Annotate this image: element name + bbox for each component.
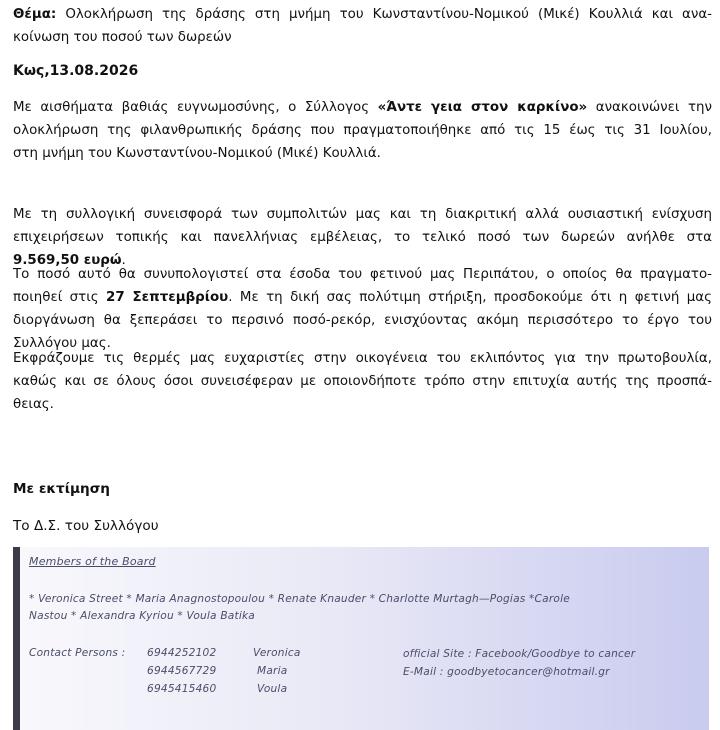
email-address: E-Mail : goodbyetocancer@hotmail.gr — [403, 666, 610, 678]
paragraph-4-line-3: θειας. — [13, 397, 54, 412]
paragraph-3-line-4: Συλλόγου μας. — [13, 336, 111, 351]
contact-phone: 6945415460 — [147, 683, 217, 695]
board-heading: Members of the Board — [29, 555, 156, 568]
subject-label: Θέμα: — [13, 7, 57, 22]
signature: Το Δ.Σ. του Συλλόγου — [13, 518, 159, 534]
subject-paragraph — [13, 3, 712, 49]
subject-line-2: κοίνωση του ποσού των δωρεών — [13, 30, 232, 45]
paragraph-1 — [13, 96, 712, 165]
contact-name: Veronica — [253, 647, 301, 659]
footer-accent-bar — [13, 547, 20, 730]
paragraph-2-end: . — [121, 253, 126, 268]
paragraph-1-text-a: Με αισθήματα βαθιάς ευγνωμοσύνης, ο Σύλλογος — [13, 100, 378, 115]
subject-line-1 — [13, 3, 712, 26]
date-line: Κως,13.08.2026 — [13, 63, 139, 79]
paragraph-4-line-1: Εκφράζουμε τις θερμές μας ευχαριστίες στην οικογένεια του εκλιπόντος για την πρωτοβουλία, — [13, 351, 712, 366]
contact-name: Maria — [257, 665, 288, 677]
paragraph-4 — [13, 347, 712, 416]
board-footer — [13, 547, 709, 730]
contact-name: Voula — [257, 683, 288, 695]
association-name: «Άντε γεια στον καρκίνο» — [377, 100, 588, 115]
walk-date: 27 Σεπτεμβρίου — [106, 290, 229, 305]
contact-phone: 6944252102 — [147, 647, 217, 659]
board-members-line-2: Nastou * Alexandra Kyriou * Voula Batika — [29, 610, 256, 622]
paragraph-2-line-2: επιχειρήσεων τοπικής και πανελλήνιας εμβέλειας, το τελικό ποσό των δωρεών ανήλθε στα — [13, 230, 712, 245]
board-members-line-1: * Veronica Street * Maria Anagnostopoulou * Renate Knauder * Charlotte Murtagh—Pogias *Carole — [29, 593, 570, 605]
contact-persons-label: Contact Persons : — [29, 647, 126, 659]
paragraph-3 — [13, 263, 712, 355]
paragraph-3-line-2 — [13, 286, 712, 309]
donation-amount: 9.569,50 ευρώ — [13, 253, 122, 268]
paragraph-3-text-b: . Με τη δική σας πολύτιμη στήριξη, προσδοκούμε ότι η φετινή μας — [228, 290, 712, 305]
contact-phone: 6944567729 — [147, 665, 217, 677]
paragraph-3-line-3: διοργάνωση θα ξεπεράσει το περσινό ποσό-ρεκόρ, ενισχύοντας ακόμη περισσότερο το έργο του — [13, 313, 712, 328]
subject-text: Ολοκλήρωση της δράσης στη μνήμη του Κωνσταντίνου-Νομικού (Μικέ) Κουλλιά και ανα- — [65, 7, 713, 22]
paragraph-1-line-3: στη μνήμη του Κωνσταντίνου-Νομικού (Μικέ) Κουλλιά. — [13, 146, 381, 161]
paragraph-3-line-1: Το ποσό αυτό θα συνυπολογιστεί στα έσοδα του φετινού μας Περιπάτου, ο οποίος θα πραγματο- — [13, 267, 712, 282]
paragraph-1-line-1 — [13, 96, 712, 119]
paragraph-4-line-2: καθώς και σε όλους όσοι συνεισέφεραν με οποιονδήποτε τρόπο στην επιτυχία αυτής της προσπά- — [13, 374, 712, 389]
paragraph-2 — [13, 203, 712, 272]
paragraph-1-line-2: ολοκλήρωση της φιλανθρωπικής δράσης που πραγματοποιήθηκε από τις 15 έως τις 31 Ιουλίου, — [13, 123, 712, 138]
official-site: official Site : Facebook/Goodbye to cancer — [403, 648, 636, 660]
paragraph-2-line-1: Με τη συλλογική συνεισφορά των συμπολιτών μας και τη διακριτική αλλά ουσιαστική ενίσχυση — [13, 207, 712, 222]
paragraph-1-text-b: ανακοινώνει την — [587, 100, 712, 115]
closing-regards: Με εκτίμηση — [13, 481, 110, 497]
paragraph-3-text-a: ποιηθεί στις — [13, 290, 107, 305]
